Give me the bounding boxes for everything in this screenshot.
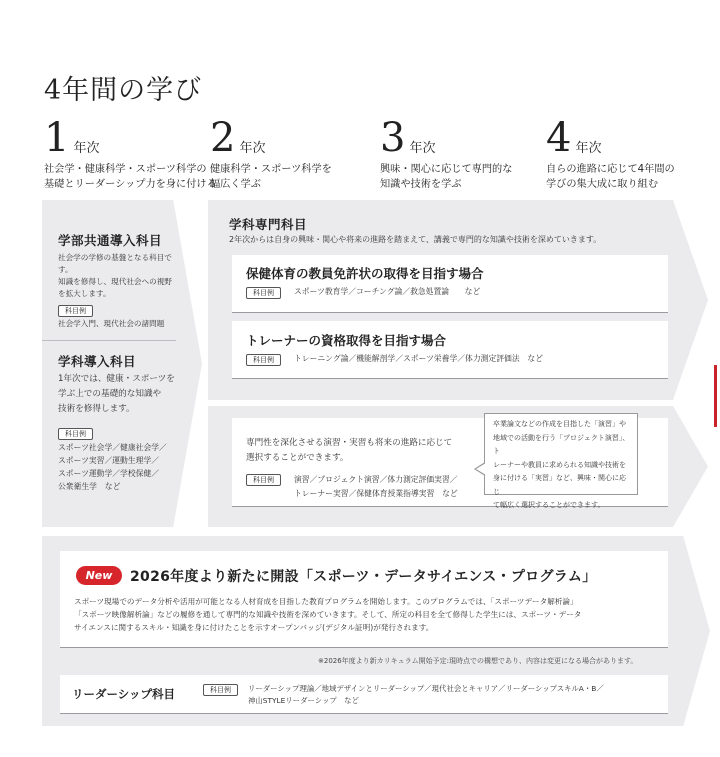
example-tag: 科目例: [246, 354, 281, 366]
year-number: 2: [210, 115, 236, 161]
program-description: スポーツ現場でのデータ分析や活用が可能となる人材育成を目指した教育プログラムを開始します。このプログラムでは、「スポーツデータ解析論」 「スポーツ映像解析論」などの履修を通して専門的な知識や技術を深めていきます。そして、所定の科目を全て修得した学生には、スポーツ・データ サイエンスに関するスキル・知識を身に付けたことを示すオープンバッジ(デジタル証明)が発行されます。: [74, 597, 582, 632]
bubble-tail-inner: [476, 463, 486, 475]
year-unit: 年次: [239, 141, 266, 156]
trainer-card: [232, 321, 668, 378]
specialty-title: 学科専門科目: [229, 217, 308, 232]
leadership-title: リーダーシップ科目: [72, 687, 176, 701]
example-tag: 科目例: [58, 428, 93, 440]
year-1-column: [44, 115, 217, 192]
year-2-column: [210, 115, 375, 192]
year-number: 1: [44, 115, 70, 161]
year-unit: 年次: [575, 141, 602, 156]
trainer-examples: トレーニング論／機能解剖学／スポーツ栄養学／体力測定評価法 など: [294, 354, 544, 363]
specialty-description: 2年次からは自身の興味・関心や将来の進路を踏まえて、講義で専門的な知識や技術を深めていきます。: [229, 235, 602, 244]
year-description: 社会学・健康科学・スポーツ科学の 基礎とリーダーシップ力を身に付ける: [44, 164, 217, 190]
common-intro-title: 学部共通導入科目: [58, 233, 163, 248]
common-intro-examples: 社会学入門、現代社会の諸問題: [58, 319, 165, 328]
year-description: 健康科学・スポーツ科学を 幅広く学ぶ: [210, 164, 332, 190]
teacher-license-title: 保健体育の教員免許状の取得を目指す場合: [246, 266, 484, 281]
dept-intro-description: 1年次では、健康・スポーツを 学ぶ上での基礎的な知識や 技術を修得します。: [58, 374, 175, 414]
new-badge: New: [76, 566, 122, 585]
year-unit: 年次: [409, 141, 436, 156]
example-tag: 科目例: [58, 305, 93, 317]
seminar-callout: 卒業論文などの作成を目指した「演習」や 地域での活動を行う「プロジェクト演習」、ト レーナーや教員に求められる知識や技術を 身に付ける「実習」など、興味・関心に応じ て幅広く選択することができます。: [484, 413, 638, 495]
year-4-column: [546, 115, 711, 192]
example-tag: 科目例: [203, 684, 238, 696]
year-3-column: [380, 115, 545, 192]
example-tag: 科目例: [246, 474, 281, 486]
seminar-description: 専門性を深化させる演習・実習も将来の進路に応じて 選択することができます。: [246, 438, 453, 463]
year-description: 興味・関心に応じて専門的な 知識や技術を学ぶ: [380, 164, 513, 190]
example-tag: 科目例: [246, 287, 281, 299]
divider: [42, 340, 176, 341]
program-note: ※2026年度より新カリキュラム開始予定:現時点での構想であり、内容は変更になる場合があります。: [318, 657, 638, 665]
dept-intro-examples: スポーツ社会学／健康社会学／ スポーツ実習／運動生理学／ スポーツ運動学／学校保健／ 公衆衛生学 など: [58, 443, 167, 491]
seminar-examples: 演習／プロジェクト演習／体力測定評価実習／ トレーナー実習／保健体育授業指導実習 など: [294, 475, 458, 498]
program-title: 2026年度より新たに開設「スポーツ・データサイエンス・プログラム」: [130, 569, 597, 585]
common-intro-description: 社会学の学修の基盤となる科目で す。 知識を修得し、現代社会への視野 を拡大します。: [58, 253, 172, 298]
year-description: 自らの進路に応じて4年間の 学びの集大成に取り組む: [546, 164, 675, 190]
year-number: 4: [546, 115, 572, 161]
year-unit: 年次: [73, 141, 100, 156]
leadership-examples: リーダーシップ理論／地域デザインとリーダーシップ／現代社会とキャリア／リーダーシップスキルA・B／ 神山STYLEリーダーシップ など: [248, 684, 604, 705]
teacher-license-examples: スポーツ教育学／コーチング論／救急処置論 など: [294, 287, 481, 296]
trainer-title: トレーナーの資格取得を目指す場合: [246, 333, 447, 348]
page-title: 4年間の学び: [44, 75, 203, 106]
year-number: 3: [380, 115, 406, 161]
page-edge-marker: [714, 365, 717, 427]
dept-intro-title: 学科導入科目: [58, 354, 137, 369]
